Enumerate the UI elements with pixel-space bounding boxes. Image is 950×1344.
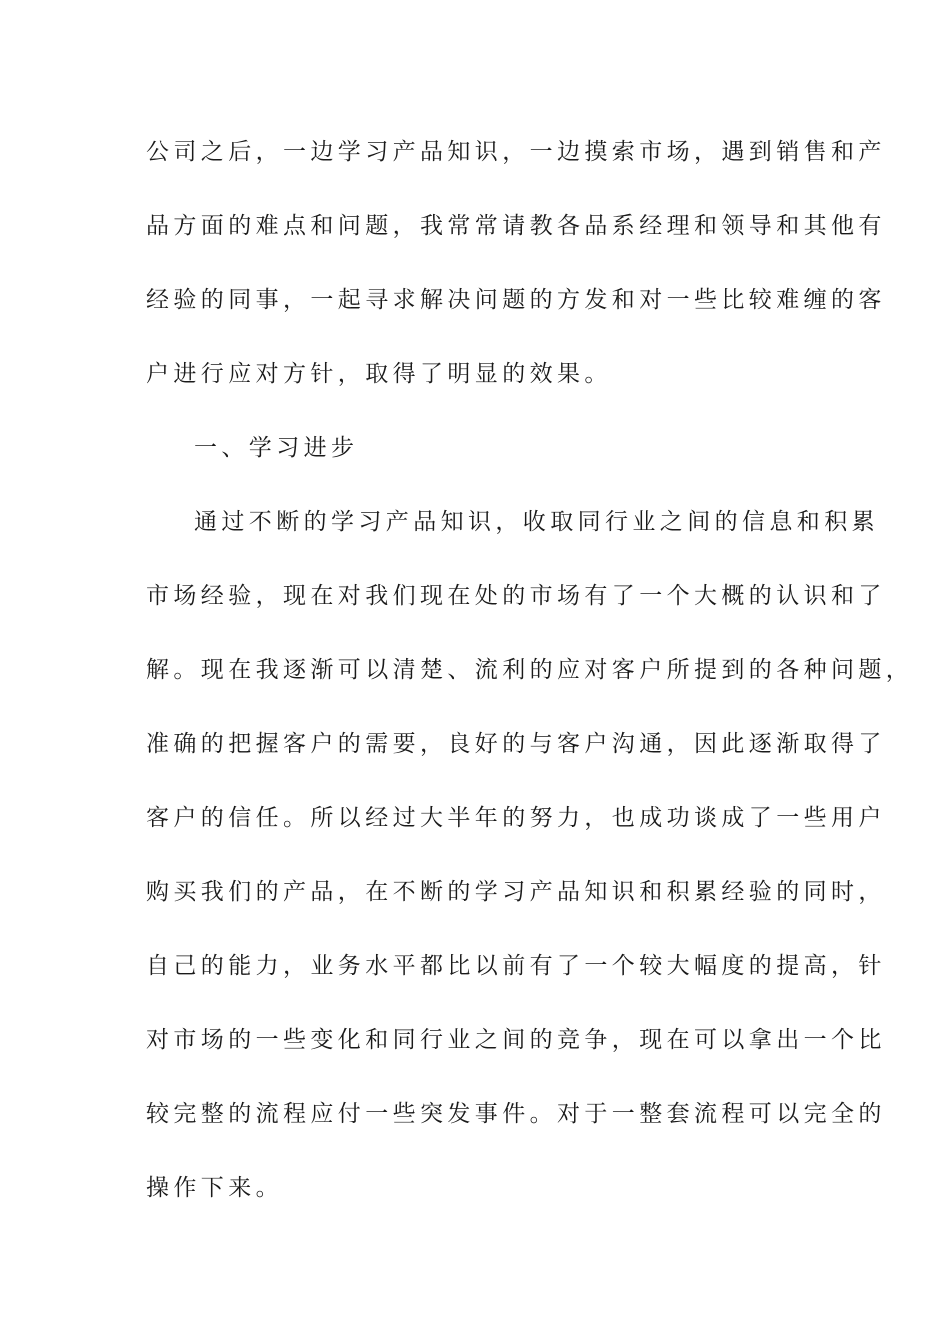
paragraph-line: 准确的把握客户的需要，良好的与客户沟通，因此逐渐取得了 [146, 731, 886, 757]
paragraph-line: 购买我们的产品，在不断的学习产品知识和积累经验的同时， [146, 879, 886, 905]
paragraph-line: 公司之后，一边学习产品知识，一边摸索市场，遇到销售和产 [146, 139, 886, 165]
paragraph-line: 操作下来。 [146, 1175, 283, 1201]
paragraph-line: 通过不断的学习产品知识，收取同行业之间的信息和积累 [194, 509, 879, 535]
paragraph-line: 解。现在我逐渐可以清楚、流利的应对客户所提到的各种问题， [146, 657, 914, 683]
paragraph-line: 自己的能力，业务水平都比以前有了一个较大幅度的提高，针 [146, 953, 886, 979]
paragraph-line: 客户的信任。所以经过大半年的努力，也成功谈成了一些用户 [146, 805, 886, 831]
section-heading: 一、学习进步 [194, 435, 359, 461]
paragraph-line: 市场经验，现在对我们现在处的市场有了一个大概的认识和了 [146, 583, 886, 609]
paragraph-line: 对市场的一些变化和同行业之间的竞争，现在可以拿出一个比 [146, 1027, 886, 1053]
paragraph-line: 户进行应对方针，取得了明显的效果。 [146, 361, 612, 387]
paragraph-line: 较完整的流程应付一些突发事件。对于一整套流程可以完全的 [146, 1101, 886, 1127]
paragraph-line: 经验的同事，一起寻求解决问题的方发和对一些比较难缠的客 [146, 287, 886, 313]
paragraph-line: 品方面的难点和问题，我常常请教各品系经理和领导和其他有 [146, 213, 886, 239]
